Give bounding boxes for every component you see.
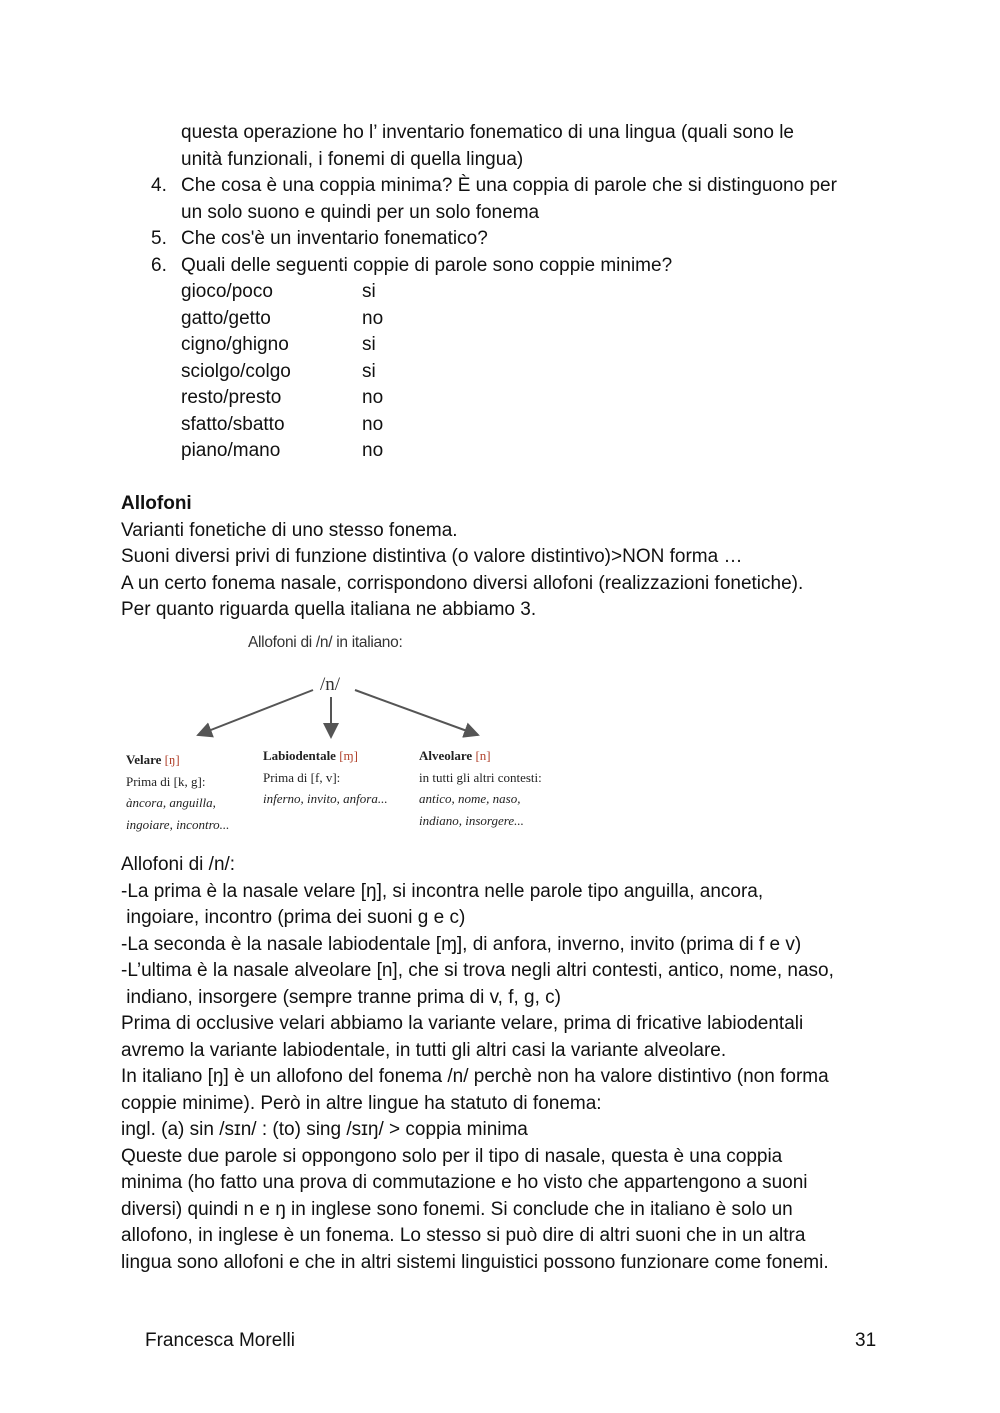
- list-item-continuation: questa operazione ho l’ inventario fonematico di una lingua (quali sono le: [181, 122, 794, 143]
- section-heading: Allofoni: [121, 493, 192, 514]
- word-pair: cigno/ghigno: [181, 334, 289, 355]
- pair-answer: no: [362, 440, 384, 461]
- list-item-6: Quali delle seguenti coppie di parole sono coppie minime?: [181, 254, 673, 276]
- paragraph-line: ingl. (a) sin /sɪn/ : (to) sing /sɪŋ/ > coppia minima: [121, 1119, 528, 1140]
- pair-answer: no: [362, 413, 384, 435]
- word-pair: gioco/poco: [181, 281, 273, 302]
- paragraph-line: In italiano [ŋ] è un allofono del fonema /n/ perchè non ha valore distintivo (non forma: [121, 1066, 829, 1087]
- word-pair: piano/mano: [181, 440, 281, 461]
- paragraph-line: -L’ultima è la nasale alveolare [n], che si trova negli altri contesti, antico, nome, naso,: [121, 960, 834, 981]
- pair-answer: no: [362, 307, 384, 329]
- allophone-velare: [126, 749, 180, 771]
- list-number: 6.: [151, 254, 167, 276]
- allophone-examples: inferno, invito, anfora...: [263, 791, 388, 806]
- paragraph-line: Varianti fonetiche di uno stesso fonema.: [121, 519, 458, 541]
- allophone-name: Alveolare: [419, 748, 473, 763]
- paragraph-line: A un certo fonema nasale, corrispondono diversi allofoni (realizzazioni fonetiche).: [121, 572, 804, 594]
- word-pair: sciolgo/colgo: [181, 360, 291, 382]
- word-pair: sfatto/sbatto: [181, 413, 285, 435]
- paragraph-line: allofono, in inglese è un fonema. Lo stesso si può dire di altri suoni che in un altra: [121, 1225, 806, 1246]
- ipa-symbol: [n]: [475, 748, 491, 763]
- allophone-examples: indiano, insorgere...: [419, 812, 524, 828]
- paragraph-line: indiano, insorgere (sempre tranne prima di v, f, g, c): [121, 986, 562, 1008]
- footer-author: Francesca Morelli: [145, 1330, 295, 1351]
- allophone-name: Velare: [126, 752, 162, 767]
- allophone-context: in tutti gli altri contesti:: [419, 769, 542, 785]
- arrow-to-alveolare: [355, 690, 478, 735]
- pair-answer: si: [362, 360, 376, 382]
- page-number: 31: [855, 1330, 877, 1351]
- paragraph-line: Per quanto riguarda quella italiana ne abbiamo 3.: [121, 599, 537, 620]
- paragraph-line: lingua sono allofoni e che in altri sistemi linguistici possono funzionare come fonemi.: [121, 1251, 829, 1273]
- paragraph-line: Allofoni di /n/:: [121, 854, 236, 875]
- pair-answer: si: [362, 334, 376, 355]
- allophone-context: Prima di [f, v]:: [263, 769, 341, 785]
- paragraph-line: Queste due parole si oppongono solo per il tipo di nasale, questa è una coppia: [121, 1145, 783, 1167]
- ipa-symbol: [ŋ]: [164, 752, 180, 767]
- paragraph-line: ingoiare, incontro (prima dei suoni g e c): [121, 907, 466, 928]
- pair-answer: si: [362, 281, 376, 302]
- paragraph-line: -La prima è la nasale velare [ŋ], si incontra nelle parole tipo anguilla, ancora,: [121, 880, 764, 902]
- paragraph-line: minima (ho fatto una prova di commutazione e ho visto che appartengono a suoni: [121, 1172, 808, 1193]
- allophone-alveolare: [419, 745, 491, 767]
- list-item-4: Che cosa è una coppia minima? È una coppia di parole che si distinguono per: [181, 175, 837, 196]
- figure-root-phoneme: /n/: [320, 674, 341, 695]
- allophone-context: Prima di [k, g]:: [126, 773, 206, 789]
- list-item-5: Che cos'è un inventario fonematico?: [181, 228, 488, 249]
- pair-answer: no: [362, 387, 384, 408]
- list-item-4: un solo suono e quindi per un solo fonema: [181, 201, 540, 223]
- allophone-examples: àncora, anguilla,: [126, 795, 216, 810]
- allophone-examples: antico, nome, naso,: [419, 791, 521, 806]
- word-pair: resto/presto: [181, 387, 282, 408]
- arrow-to-velare: [198, 690, 313, 735]
- list-number: 4.: [151, 175, 167, 196]
- paragraph-line: coppie minime). Però in altre lingue ha statuto di fonema:: [121, 1092, 602, 1114]
- allophone-name: Labiodentale: [263, 748, 336, 763]
- paragraph-line: Prima di occlusive velari abbiamo la variante velare, prima di fricative labiodentali: [121, 1013, 804, 1034]
- allophone-examples: ingoiare, incontro...: [126, 816, 230, 832]
- paragraph-line: avremo la variante labiodentale, in tutti gli altri casi la variante alveolare.: [121, 1039, 727, 1061]
- word-pair: gatto/getto: [181, 307, 271, 329]
- allophone-labiodentale: [263, 745, 358, 767]
- ipa-symbol: [ɱ]: [339, 748, 358, 763]
- list-item-continuation: unità funzionali, i fonemi di quella lingua): [181, 148, 524, 170]
- list-number: 5.: [151, 228, 167, 249]
- paragraph-line: Suoni diversi privi di funzione distintiva (o valore distintivo)>NON forma …: [121, 546, 743, 567]
- paragraph-line: diversi) quindi n e ŋ in inglese sono fonemi. Si conclude che in italiano è solo un: [121, 1198, 793, 1220]
- paragraph-line: -La seconda è la nasale labiodentale [ɱ], di anfora, inverno, invito (prima di f e v): [121, 933, 802, 955]
- figure-title: Allofoni di /n/ in italiano:: [248, 634, 403, 651]
